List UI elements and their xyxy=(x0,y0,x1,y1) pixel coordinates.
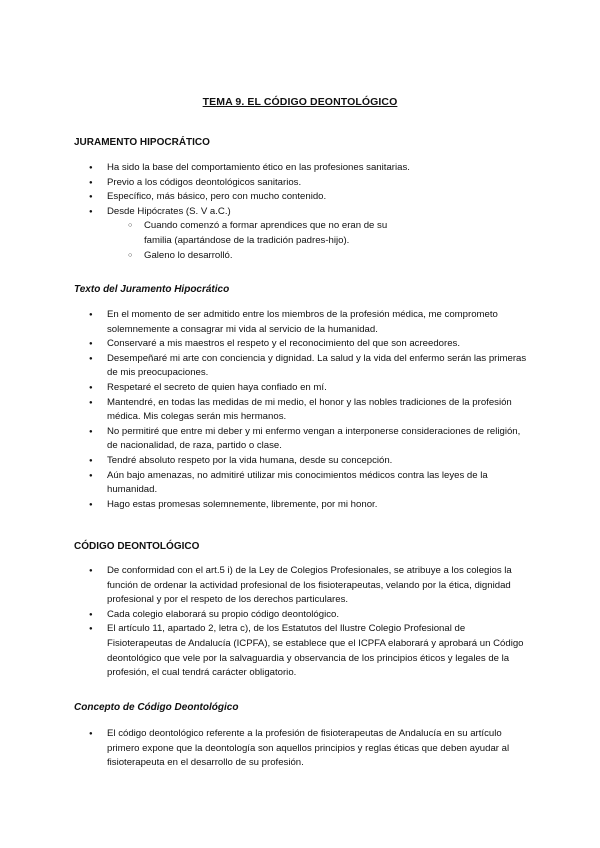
list-item: ● Específico, más básico, pero con mucho contenido. xyxy=(0,190,527,205)
list-item: ● Hago estas promesas solemnemente, libremente, por mi honor. xyxy=(0,498,527,513)
section-heading-texto-juramento: Texto del Juramento Hipocrático xyxy=(74,284,230,295)
list-item: ● Ha sido la base del comportamiento ético en las profesiones sanitarias. xyxy=(0,161,527,176)
list-item-text: Desde Hipócrates (S. V a.C.) xyxy=(107,205,231,217)
list-item: ● Respetaré el secreto de quien haya confiado en mí. xyxy=(0,381,527,396)
list-item: ● No permitiré que entre mi deber y mi enfermo vengan a interponerse consideraciones de religión, de nacionalidad, de raza, partido o clase. xyxy=(0,425,527,454)
list-item: ● Cada colegio elaborará su propio código deontológico. xyxy=(0,608,527,623)
list-item: ● En el momento de ser admitido entre los miembros de la profesión médica, me comprometo solemnemente a consagrar mi vida al servicio de la humanidad. xyxy=(0,308,527,337)
sub-list-item: ○ Galeno lo desarrolló. xyxy=(107,249,414,264)
juramento-list xyxy=(0,161,600,263)
list-item: ● Mantendré, en todas las medidas de mi medio, el honor y las nobles tradiciones de la profesión médica. Mis colegas serán mis hermanos. xyxy=(0,396,527,425)
codigo-list xyxy=(0,564,600,681)
list-item: ● Desempeñaré mi arte con conciencia y dignidad. La salud y la vida del enfermo serán las primeras de mis preocupaciones. xyxy=(0,352,527,381)
section-heading-codigo: CÓDIGO DEONTOLÓGICO xyxy=(74,541,200,552)
list-item: ● Tendré absoluto respeto por la vida humana, desde su concepción. xyxy=(0,454,527,469)
concepto-list xyxy=(0,727,600,771)
list-item: ● El artículo 11, apartado 2, letra c), de los Estatutos del Ilustre Colegio Profesional de Fisioterapeutas de Andalucía (ICPFA), se establece que el ICPFA elaborará y aprobará un Código deontológico que vele por la salvaguardia y observancia de los principios éticos y legales de la profesión, el cual tendrá carácter obligatorio. xyxy=(0,622,527,680)
sub-list-item: ○ Cuando comenzó a formar aprendices que no eran de su familia (apartándose de la tradición padres-hijo). xyxy=(107,219,414,248)
section-heading-juramento: JURAMENTO HIPOCRÁTICO xyxy=(74,137,210,148)
texto-juramento-list xyxy=(0,308,600,512)
list-item: ● El código deontológico referente a la profesión de fisioterapeutas de Andalucía en su artículo primero expone que la deontología son aquellos principios y reglas éticas que deben ayudar al fisioterapeuta en el desarrollo de su profesión. xyxy=(0,727,527,771)
section-heading-concepto: Concepto de Código Deontológico xyxy=(74,702,239,713)
list-item: ● Aún bajo amenazas, no admitiré utilizar mis conocimientos médicos contra las leyes de la humanidad. xyxy=(0,469,527,498)
list-item: ● Previo a los códigos deontológicos sanitarios. xyxy=(0,176,527,191)
list-item xyxy=(0,205,527,263)
page-title: TEMA 9. EL CÓDIGO DEONTOLÓGICO xyxy=(202,96,398,108)
list-item: ● De conformidad con el art.5 i) de la Ley de Colegios Profesionales, se atribuye a los colegios la función de ordenar la actividad profesional de los fisioterapeutas, velando por la ética, dignidad profesional y por el respeto de los derechos particulares. xyxy=(0,564,527,608)
list-item: ● Conservaré a mis maestros el respeto y el reconocimiento del que son acreedores. xyxy=(0,337,527,352)
sub-list xyxy=(107,219,527,263)
